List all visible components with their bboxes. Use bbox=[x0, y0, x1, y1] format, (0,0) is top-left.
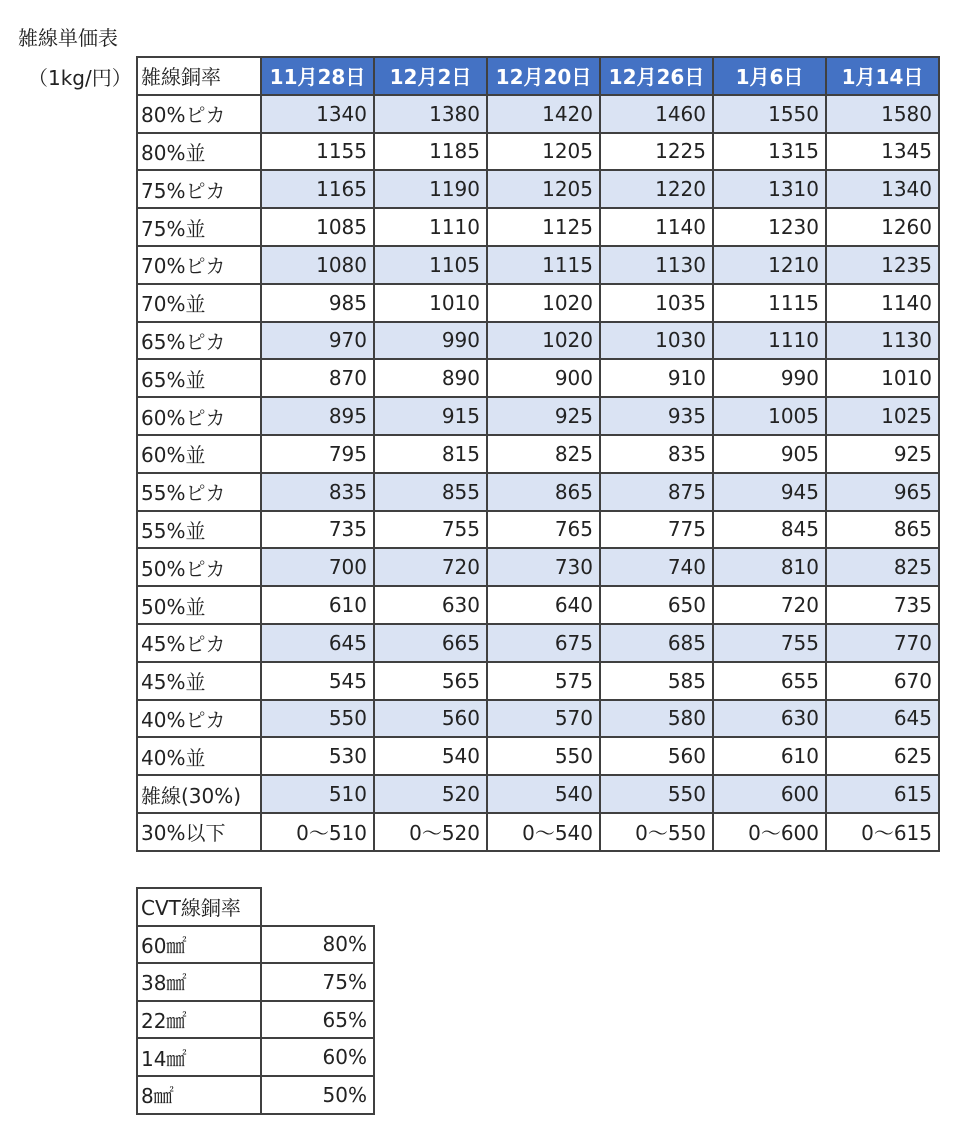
date-header: 1月6日 bbox=[713, 57, 826, 95]
price-cell: 520 bbox=[374, 775, 487, 813]
price-cell: 1115 bbox=[487, 246, 600, 284]
table-row bbox=[137, 813, 939, 851]
price-cell: 1025 bbox=[826, 397, 939, 435]
cvt-rate: 50% bbox=[261, 1076, 374, 1114]
cvt-rate: 80% bbox=[261, 926, 374, 964]
price-cell: 755 bbox=[374, 511, 487, 549]
price-cell: 1190 bbox=[374, 170, 487, 208]
price-cell: 1260 bbox=[826, 208, 939, 246]
price-cell: 970 bbox=[261, 322, 374, 360]
price-cell: 665 bbox=[374, 624, 487, 662]
grade-label: 70%ピカ bbox=[137, 246, 261, 284]
price-cell: 550 bbox=[261, 700, 374, 738]
price-cell: 625 bbox=[826, 737, 939, 775]
price-cell: 1235 bbox=[826, 246, 939, 284]
grade-label: 55%並 bbox=[137, 511, 261, 549]
price-cell: 685 bbox=[600, 624, 713, 662]
price-cell: 1310 bbox=[713, 170, 826, 208]
table-row bbox=[137, 284, 939, 322]
price-cell: 540 bbox=[487, 775, 600, 813]
price-cell: 990 bbox=[374, 322, 487, 360]
price-cell: 835 bbox=[600, 435, 713, 473]
unit-label: （1kg/円） bbox=[28, 66, 132, 90]
date-header: 1月14日 bbox=[826, 57, 939, 95]
table-row bbox=[137, 322, 939, 360]
price-cell: 1020 bbox=[487, 284, 600, 322]
price-cell: 1205 bbox=[487, 170, 600, 208]
price-cell: 1580 bbox=[826, 95, 939, 133]
table-row bbox=[137, 586, 939, 624]
grade-label: 40%ピカ bbox=[137, 700, 261, 738]
price-cell: 700 bbox=[261, 548, 374, 586]
price-cell: 615 bbox=[826, 775, 939, 813]
price-cell: 1230 bbox=[713, 208, 826, 246]
table-row bbox=[137, 662, 939, 700]
price-cell: 1460 bbox=[600, 95, 713, 133]
grade-label: 60%並 bbox=[137, 435, 261, 473]
table-row bbox=[137, 435, 939, 473]
price-table bbox=[136, 56, 940, 852]
price-cell: 1020 bbox=[487, 322, 600, 360]
cvt-row bbox=[137, 1001, 374, 1039]
price-cell: 1140 bbox=[826, 284, 939, 322]
table-row bbox=[137, 246, 939, 284]
table-row bbox=[137, 208, 939, 246]
price-cell: 575 bbox=[487, 662, 600, 700]
price-cell: 815 bbox=[374, 435, 487, 473]
cvt-row bbox=[137, 1076, 374, 1114]
grade-label: 45%並 bbox=[137, 662, 261, 700]
table-row bbox=[137, 737, 939, 775]
grade-label: 70%並 bbox=[137, 284, 261, 322]
grade-label: 45%ピカ bbox=[137, 624, 261, 662]
table-row bbox=[137, 397, 939, 435]
table-row bbox=[137, 511, 939, 549]
cvt-table bbox=[136, 887, 375, 1115]
price-cell: 910 bbox=[600, 359, 713, 397]
table-row bbox=[137, 133, 939, 171]
price-cell: 1080 bbox=[261, 246, 374, 284]
price-cell: 985 bbox=[261, 284, 374, 322]
price-cell: 1030 bbox=[600, 322, 713, 360]
price-cell: 550 bbox=[600, 775, 713, 813]
price-cell: 565 bbox=[374, 662, 487, 700]
price-cell: 945 bbox=[713, 473, 826, 511]
table-row bbox=[137, 170, 939, 208]
price-cell: 855 bbox=[374, 473, 487, 511]
price-cell: 1210 bbox=[713, 246, 826, 284]
table-row bbox=[137, 548, 939, 586]
grade-label: 75%ピカ bbox=[137, 170, 261, 208]
price-cell: 1130 bbox=[826, 322, 939, 360]
cvt-row bbox=[137, 926, 374, 964]
grade-label: 80%並 bbox=[137, 133, 261, 171]
grade-label: 50%ピカ bbox=[137, 548, 261, 586]
price-cell: 875 bbox=[600, 473, 713, 511]
grade-label: 40%並 bbox=[137, 737, 261, 775]
price-cell: 1380 bbox=[374, 95, 487, 133]
cvt-rate: 60% bbox=[261, 1038, 374, 1076]
page-title: 雑線単価表 bbox=[18, 26, 118, 50]
cvt-row bbox=[137, 1038, 374, 1076]
price-cell: 550 bbox=[487, 737, 600, 775]
cvt-rate: 65% bbox=[261, 1001, 374, 1039]
date-header: 12月26日 bbox=[600, 57, 713, 95]
price-cell: 925 bbox=[826, 435, 939, 473]
price-cell: 1085 bbox=[261, 208, 374, 246]
price-cell: 580 bbox=[600, 700, 713, 738]
price-cell: 0〜520 bbox=[374, 813, 487, 851]
price-cell: 510 bbox=[261, 775, 374, 813]
grade-label: 55%ピカ bbox=[137, 473, 261, 511]
price-cell: 600 bbox=[713, 775, 826, 813]
date-header: 12月20日 bbox=[487, 57, 600, 95]
price-cell: 1225 bbox=[600, 133, 713, 171]
price-cell: 720 bbox=[713, 586, 826, 624]
price-cell: 1125 bbox=[487, 208, 600, 246]
price-cell: 1105 bbox=[374, 246, 487, 284]
price-cell: 935 bbox=[600, 397, 713, 435]
price-cell: 560 bbox=[600, 737, 713, 775]
price-cell: 670 bbox=[826, 662, 939, 700]
price-cell: 915 bbox=[374, 397, 487, 435]
price-cell: 560 bbox=[374, 700, 487, 738]
price-cell: 630 bbox=[374, 586, 487, 624]
price-cell: 735 bbox=[826, 586, 939, 624]
price-cell: 650 bbox=[600, 586, 713, 624]
grade-label: 65%ピカ bbox=[137, 322, 261, 360]
price-cell: 530 bbox=[261, 737, 374, 775]
price-cell: 630 bbox=[713, 700, 826, 738]
price-cell: 1010 bbox=[374, 284, 487, 322]
price-cell: 655 bbox=[713, 662, 826, 700]
price-cell: 1010 bbox=[826, 359, 939, 397]
price-cell: 795 bbox=[261, 435, 374, 473]
price-cell: 540 bbox=[374, 737, 487, 775]
price-cell: 610 bbox=[261, 586, 374, 624]
date-header: 12月2日 bbox=[374, 57, 487, 95]
price-cell: 0〜600 bbox=[713, 813, 826, 851]
grade-label: 80%ピカ bbox=[137, 95, 261, 133]
price-cell: 645 bbox=[826, 700, 939, 738]
price-cell: 1550 bbox=[713, 95, 826, 133]
price-cell: 645 bbox=[261, 624, 374, 662]
price-cell: 1140 bbox=[600, 208, 713, 246]
price-header-row bbox=[137, 57, 939, 95]
grade-label: 50%並 bbox=[137, 586, 261, 624]
price-cell: 900 bbox=[487, 359, 600, 397]
grade-label: 雑線(30%) bbox=[137, 775, 261, 813]
date-header: 11月28日 bbox=[261, 57, 374, 95]
price-cell: 845 bbox=[713, 511, 826, 549]
cvt-size: 60㎟ bbox=[137, 926, 261, 964]
table-row bbox=[137, 775, 939, 813]
price-cell: 835 bbox=[261, 473, 374, 511]
price-cell: 1035 bbox=[600, 284, 713, 322]
grade-label: 65%並 bbox=[137, 359, 261, 397]
corner-label: 雑線銅率 bbox=[137, 57, 261, 95]
price-cell: 1205 bbox=[487, 133, 600, 171]
price-cell: 870 bbox=[261, 359, 374, 397]
price-cell: 0〜550 bbox=[600, 813, 713, 851]
cvt-header: CVT線銅率 bbox=[137, 888, 261, 926]
price-cell: 1115 bbox=[713, 284, 826, 322]
table-row bbox=[137, 624, 939, 662]
cvt-row bbox=[137, 963, 374, 1001]
price-cell: 865 bbox=[826, 511, 939, 549]
price-cell: 675 bbox=[487, 624, 600, 662]
price-cell: 775 bbox=[600, 511, 713, 549]
price-cell: 895 bbox=[261, 397, 374, 435]
cvt-size: 14㎟ bbox=[137, 1038, 261, 1076]
cvt-size: 8㎟ bbox=[137, 1076, 261, 1114]
table-row bbox=[137, 359, 939, 397]
price-cell: 0〜540 bbox=[487, 813, 600, 851]
price-cell: 0〜615 bbox=[826, 813, 939, 851]
price-cell: 865 bbox=[487, 473, 600, 511]
table-row bbox=[137, 95, 939, 133]
price-cell: 720 bbox=[374, 548, 487, 586]
cvt-header-row bbox=[137, 888, 374, 926]
price-cell: 1165 bbox=[261, 170, 374, 208]
price-cell: 1345 bbox=[826, 133, 939, 171]
price-cell: 770 bbox=[826, 624, 939, 662]
price-cell: 825 bbox=[487, 435, 600, 473]
price-cell: 1340 bbox=[826, 170, 939, 208]
price-cell: 1315 bbox=[713, 133, 826, 171]
cvt-rate: 75% bbox=[261, 963, 374, 1001]
price-cell: 1130 bbox=[600, 246, 713, 284]
price-cell: 730 bbox=[487, 548, 600, 586]
price-cell: 1340 bbox=[261, 95, 374, 133]
price-cell: 1110 bbox=[713, 322, 826, 360]
table-row bbox=[137, 473, 939, 511]
price-cell: 825 bbox=[826, 548, 939, 586]
price-cell: 1185 bbox=[374, 133, 487, 171]
price-cell: 925 bbox=[487, 397, 600, 435]
cvt-size: 38㎟ bbox=[137, 963, 261, 1001]
price-cell: 765 bbox=[487, 511, 600, 549]
price-cell: 755 bbox=[713, 624, 826, 662]
grade-label: 30%以下 bbox=[137, 813, 261, 851]
price-cell: 740 bbox=[600, 548, 713, 586]
price-cell: 0〜510 bbox=[261, 813, 374, 851]
price-cell: 905 bbox=[713, 435, 826, 473]
cvt-size: 22㎟ bbox=[137, 1001, 261, 1039]
price-cell: 570 bbox=[487, 700, 600, 738]
price-cell: 965 bbox=[826, 473, 939, 511]
grade-label: 60%ピカ bbox=[137, 397, 261, 435]
price-cell: 890 bbox=[374, 359, 487, 397]
price-cell: 1155 bbox=[261, 133, 374, 171]
price-cell: 1005 bbox=[713, 397, 826, 435]
price-cell: 1110 bbox=[374, 208, 487, 246]
price-cell: 1220 bbox=[600, 170, 713, 208]
price-cell: 735 bbox=[261, 511, 374, 549]
price-cell: 1420 bbox=[487, 95, 600, 133]
price-cell: 610 bbox=[713, 737, 826, 775]
price-cell: 585 bbox=[600, 662, 713, 700]
price-cell: 810 bbox=[713, 548, 826, 586]
grade-label: 75%並 bbox=[137, 208, 261, 246]
price-cell: 640 bbox=[487, 586, 600, 624]
table-row bbox=[137, 700, 939, 738]
price-cell: 990 bbox=[713, 359, 826, 397]
price-cell: 545 bbox=[261, 662, 374, 700]
